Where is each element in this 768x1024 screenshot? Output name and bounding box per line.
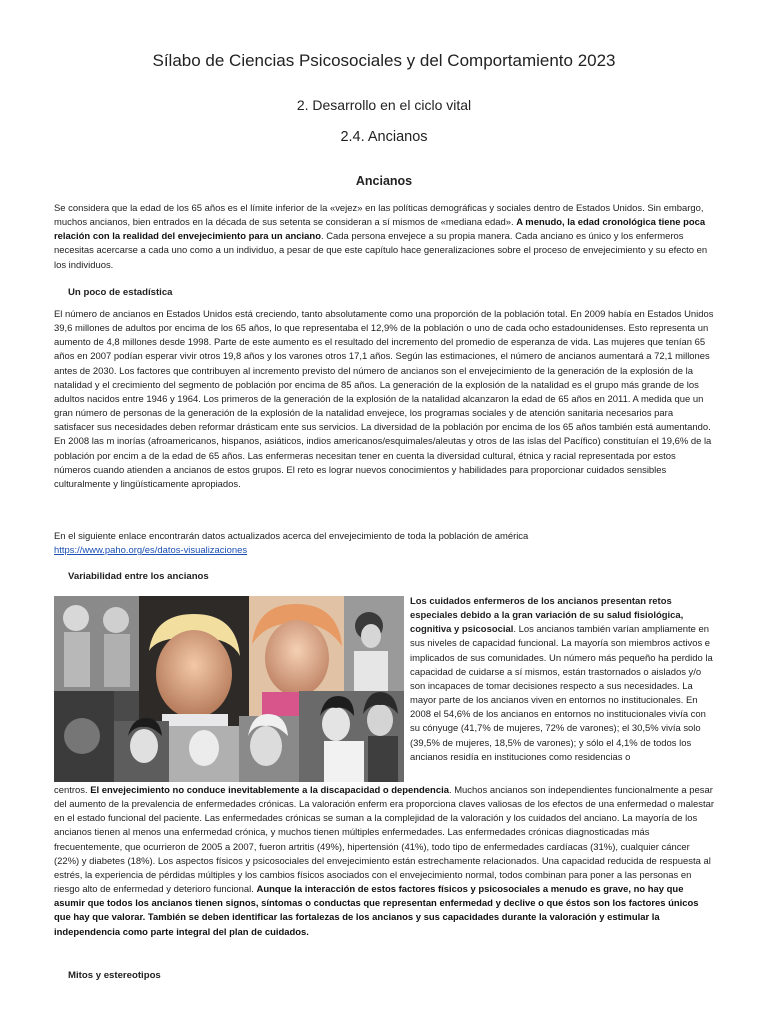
cont-start-text: centros. [54,785,91,796]
myths-heading: Mitos y estereotipos [68,970,161,981]
elderly-women-collage-image [54,596,404,782]
cont-rest-text: . Muchos ancianos son independientes funcionalmente a pesar del aumento de la prevalencia de enfermedades crónicas. La valoración enferm era proporciona claves valiosas de los efectos de una enfermedad o malestar en el estado funcional del paciente. Las enfermedades crónicas se suman a la complejidad de la valoración y los cuidados del anciano. La mayoría de los ancianos tienen al menos una enfermedad crónica, y muchos tienen múltiples enfermedades. Las enfermedades crónicas diagnosticadas más frecuentemente, que ocurrieron de 2005 a 2007, fueron artritis (49%), hipertensión (41%), todo tipo de enfermedades cardíacas (31%), cualquier cáncer (22%) y diabetes (18%). Los aspectos físicos y psicosociales del envejecimiento están estrechamente relacionados. Una capacidad reducida de respuesta al estrés, la experiencia de pérdidas múltiples y los cambios físicos asociados con el envejecimiento normal, todos combinan para poner a las personas en riesgo alto de enfermedad y deterioro funcional. [54,785,714,896]
variability-heading: Variabilidad entre los ancianos [68,571,209,582]
link-paragraph [54,530,554,558]
chapter-title: 2. Desarrollo en el ciclo vital [296,97,472,113]
intro-text: Se considera que la edad de los 65 años es el límite inferior de la «vejez» en las políticas demográficas y sociales dentro de Estados Unidos. Sin embargo, muchos ancianos, bien entrados en la década de sus setenta se consideran a sí mismos de «mediana edad». [54,203,704,229]
intro-bold-text: A menudo, la edad cronológica tiene poca relación con la realidad del envejecimiento para un anciano [54,217,706,243]
page-title: Sílabo de Ciencias Psicosociales y del Comportamiento 2023 [152,51,616,70]
section-number-title: 2.4. Ancianos [340,129,428,145]
stats-heading: Un poco de estadística [68,287,173,298]
intro-rest-text: . Cada persona envejece a su propia manera. Cada anciano es único y los enfermeros necesitas acercarse a cada uno como a un individuo, a pesar de que este capítulo hace generalizaciones sobre el proceso de envejecimiento y su efecto en los individuos. [54,231,708,271]
stats-paragraph: El número de ancianos en Estados Unidos está creciendo, tanto absolutamente como una proporción de la población total. En 2009 había en Estados Unidos 39,6 millones de adultos por encima de los 65 años, lo que representaba el 12,9% de la población o uno de cada ocho estadounidenses. Esto representa un aumento de 4,8 millones desde 1998. Parte de este aumento es el resultado del incremento del promedio de esperanza de vida. Las mujeres que tenían 65 años en 2007 podían esperar vivir otros 19,8 años y los varones otros 17,1 años. Según las estimaciones, el número de ancianos aumentará a 72,1 millones antes de 2030. Los factores que contribuyen al incremento previsto del número de ancianos son el envejecimiento de la generación de la explosión de la natalidad y el crecimiento del segmento de población por encima de 85 años. La generación de la explosión de la natalidad es el grupo más grande de los adultos nacidos entre 1946 y 1964. Los primeros de la generación de la explosión de la natalidad alcanzaron la edad de 65 años en 2011. A medida que un gran número de personas de la generación de la explosión de la natalidad envejece, los programas sociales y de atención sanitaria necesarios para satisfacer sus necesidades deben reformar drásticam ente sus servicios. La diversidad de la población por encima de los 65 años también está aumentando. En 2008 las m inorías (afroamericanos, hispanos, asiáticos, indios americanos/esquimales/aleutas y otros de las islas del Pacífico) constituían el 19,6% de la población por encim a de la edad de 65 años. Las enfermeras necesitan tener en cuenta la diversidad cultural, étnica y racial representada por estos números cuando atienden a ancianos de estos grupos. El reto es lograr nuevos conocimientos y habilidades para proporcionar cuidados sensibles culturalmente y lingüísticamente apropiados. [54,309,714,490]
cont-bold2-text: Aunque la interacción de estos factores físicos y psicosociales a menudo es grave, no hay que asumir que todos los ancianos tienen signos, síntomas o conductas que representan enfermedad y declive o que éstos son los factores únicos que hay que valorar. También se deben identificar las fortalezas de los ancianos y sus capacidades durante la valoración y estimular la independencia como parte integral del plan de cuidados. [54,884,699,938]
variability-bold-lead: Los cuidados enfermeros de los ancianos presentan retos especiales debido a la gran variación de su salud fisiológica, cognitiva y psicosocial [410,596,684,636]
variability-continued-paragraph [54,784,716,940]
intro-paragraph [54,202,714,273]
variability-wrap-rest: . Los ancianos también varían ampliamente en sus niveles de capacidad funcional. La mayoría son miembros activos e implicados de sus comunidades. Un número más pequeño ha perdido la capacidad de cuidarse a sí mismos, están trastornados o aislados y/o son incapaces de tomar decisiones respecto a sus necesidades. La mayor parte de los ancianos viven en entornos no institucionales. En 2008 el 54,6% de los ancianos en entornos no institucionales vivía con su cónyuge (41,7% de mujeres, 72% de varones); el 30,5% vivía solo (39,5% de mujeres, 18,5% de varones); y sólo el 4,1% de todos los ancianos residía en instituciones como residencias o [410,624,713,763]
cont-bold-text: El envejecimiento no conduce inevitablemente a la discapacidad o dependencia [90,785,449,796]
link-intro-text: En el siguiente enlace encontrarán datos actualizados acerca del envejecimiento de toda la población de américa [54,531,529,542]
section-heading: Ancianos [355,174,413,188]
photo-collage-graphic [54,596,404,782]
variability-wrap-text [410,595,718,765]
paho-link[interactable]: https://www.paho.org/es/datos-visualizaciones [54,545,248,557]
